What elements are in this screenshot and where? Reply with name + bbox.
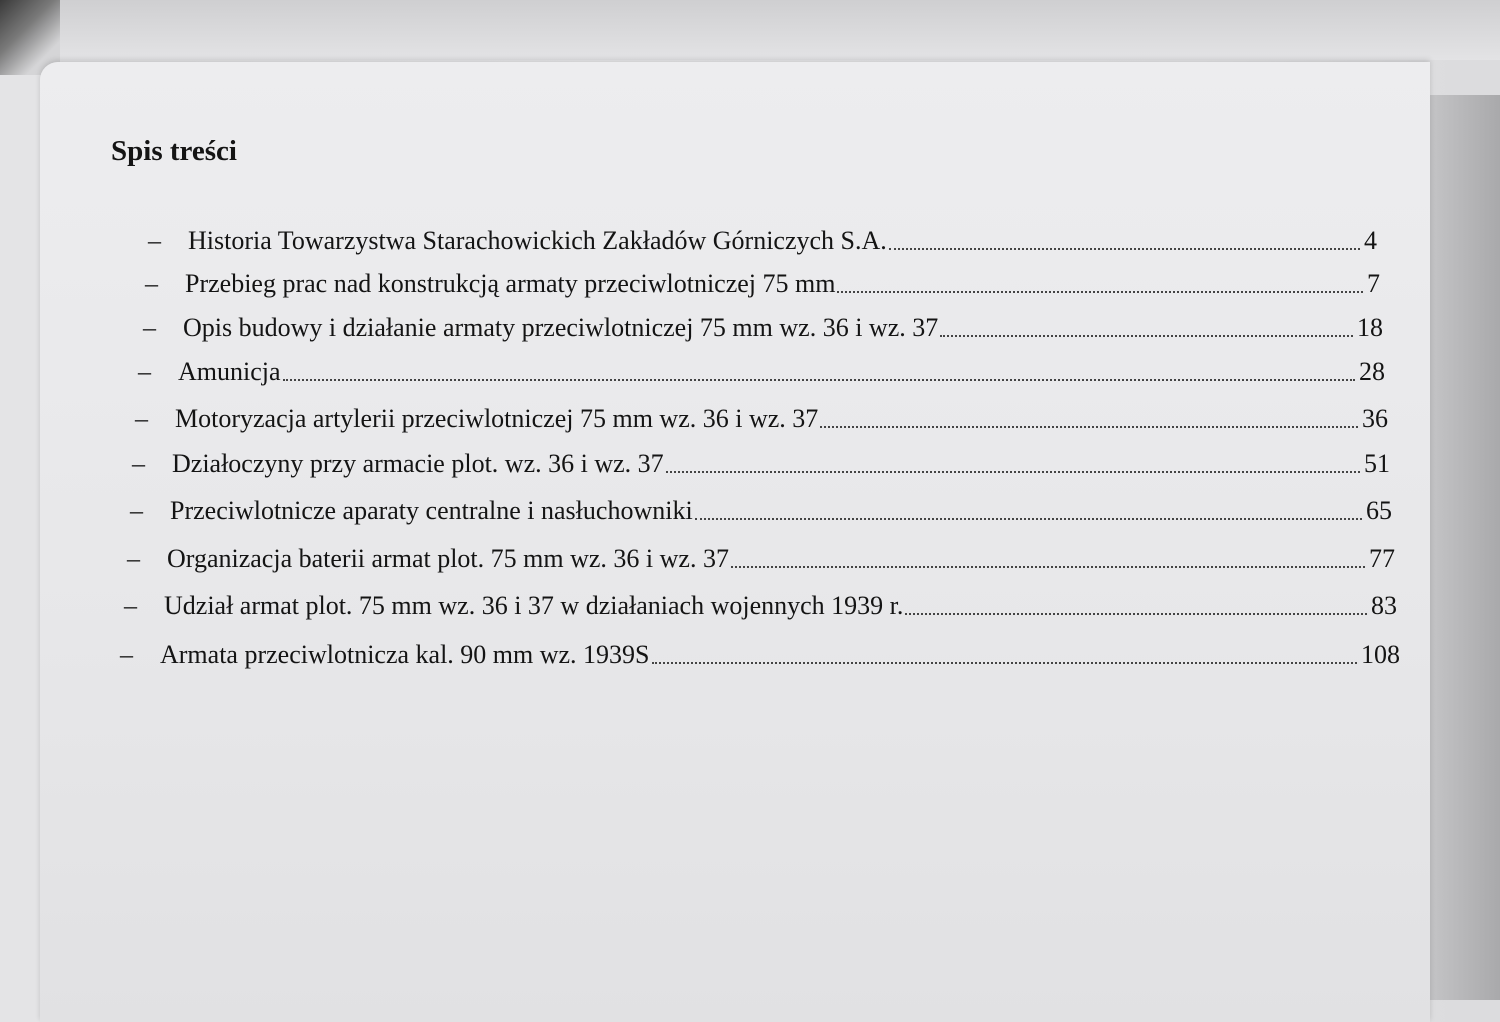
dot-leader [666, 471, 1360, 473]
book-cover-edge [0, 0, 1500, 60]
entry-dash: – [130, 496, 143, 525]
toc-entry [130, 492, 1392, 526]
entry-dash: – [145, 269, 158, 298]
entry-page-number: 36 [1362, 404, 1388, 433]
entry-page-number: 4 [1364, 226, 1377, 255]
entry-page-number: 18 [1357, 313, 1383, 342]
entry-title: Amunicja [178, 357, 281, 386]
dot-leader [820, 426, 1358, 428]
entry-title: Udział armat plot. 75 mm wz. 36 i 37 w działaniach wojennych 1939 r. [164, 591, 904, 620]
toc-title: Spis treści [111, 135, 237, 167]
dot-leader [731, 566, 1365, 568]
dot-leader [283, 379, 1355, 381]
entry-title: Opis budowy i działanie armaty przeciwlotniczej 75 mm wz. 36 i wz. 37 [183, 313, 939, 342]
dot-leader [837, 291, 1363, 293]
entry-dash: – [143, 313, 156, 342]
entry-dash: – [135, 404, 148, 433]
entry-title: Organizacja baterii armat plot. 75 mm wz. 36 i wz. 37 [167, 544, 729, 573]
toc-entry [135, 400, 1388, 434]
entry-title: Historia Towarzystwa Starachowickich Zakładów Górniczych S.A. [188, 226, 887, 255]
toc-entry [138, 353, 1385, 387]
entry-title: Działoczyny przy armacie plot. wz. 36 i wz. 37 [172, 449, 664, 478]
entry-title: Przebieg prac nad konstrukcją armaty przeciwlotniczej 75 mm [185, 269, 836, 298]
dot-leader [695, 518, 1362, 520]
toc-entry [148, 222, 1377, 256]
toc-entry [120, 636, 1400, 670]
entry-dash: – [124, 591, 137, 620]
dot-leader [905, 613, 1367, 615]
entry-page-number: 108 [1361, 640, 1400, 669]
entry-dash: – [148, 226, 161, 255]
entry-page-number: 51 [1364, 449, 1390, 478]
entry-page-number: 83 [1371, 591, 1397, 620]
entry-dash: – [120, 640, 133, 669]
entry-page-number: 77 [1369, 544, 1395, 573]
toc-entry [127, 540, 1395, 574]
toc-entry [132, 445, 1390, 479]
entry-page-number: 7 [1367, 269, 1380, 298]
book-right-edge [1430, 95, 1500, 1000]
entry-dash: – [138, 357, 151, 386]
entry-title: Motoryzacja artylerii przeciwlotniczej 75 mm wz. 36 i wz. 37 [175, 404, 819, 433]
toc-entry [145, 265, 1380, 299]
entry-page-number: 65 [1366, 496, 1392, 525]
toc-entry [143, 309, 1383, 343]
entry-dash: – [127, 544, 140, 573]
dot-leader [652, 662, 1357, 664]
entry-dash: – [132, 449, 145, 478]
entry-title: Przeciwlotnicze aparaty centralne i nasłuchowniki [170, 496, 693, 525]
entry-page-number: 28 [1359, 357, 1385, 386]
dot-leader [940, 335, 1353, 337]
dot-leader [889, 248, 1360, 250]
toc-entry [124, 587, 1397, 621]
entry-title: Armata przeciwlotnicza kal. 90 mm wz. 1939S [160, 640, 650, 669]
